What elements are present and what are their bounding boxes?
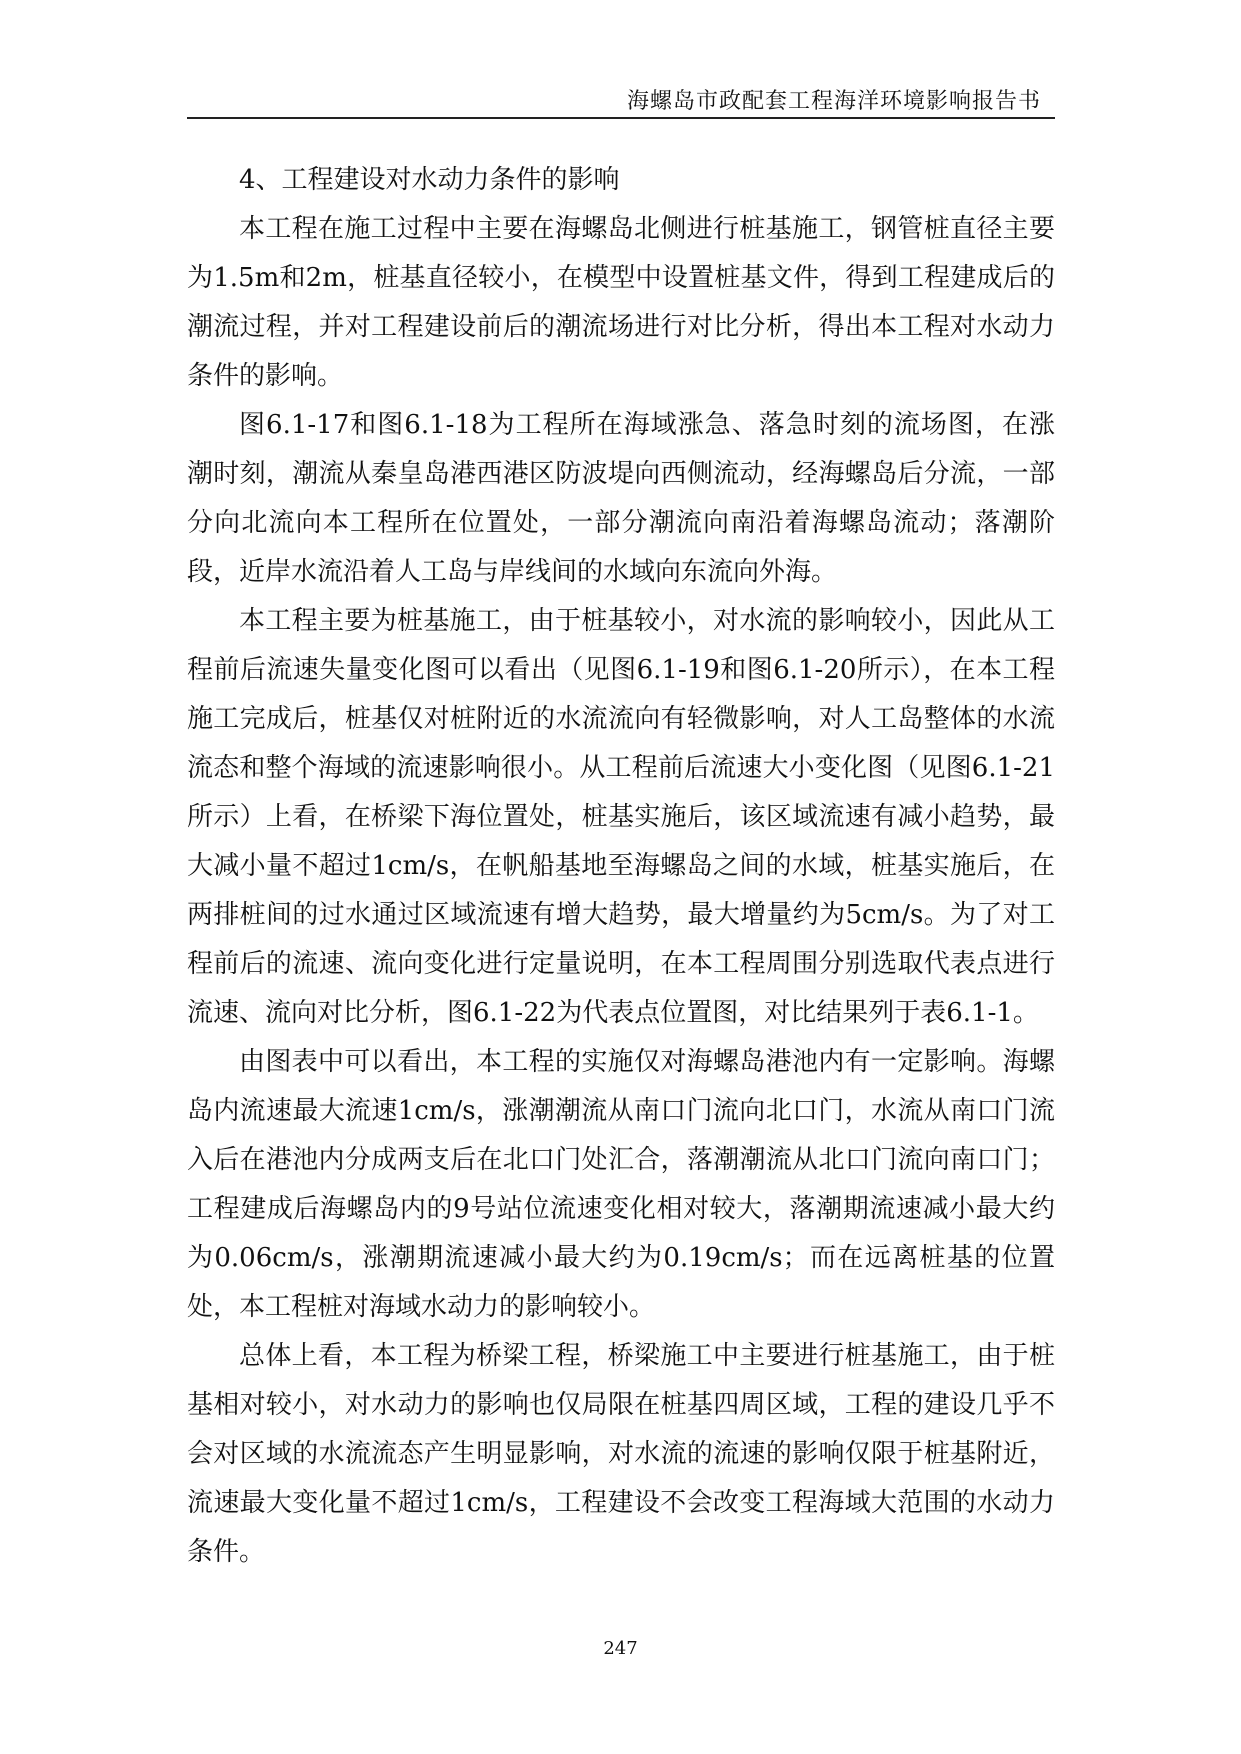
section-heading: 4、工程建设对水动力条件的影响 (239, 165, 620, 195)
page-number: 247 (603, 1638, 638, 1659)
document-body (187, 156, 1055, 1577)
body-paragraph: 总体上看，本工程为桥梁工程，桥梁施工中主要进行桩基施工，由于桩基相对较小，对水动力的影响也仅局限在桩基四周区域，工程的建设几乎不会对区域的水流流态产生明显影响，对水流的流速的影响仅限于桩基附近，流速最大变化量不超过1cm/s，工程建设不会改变工程海域大范围的水动力条件。 (187, 1341, 1055, 1567)
header-divider (187, 117, 1055, 119)
running-header-title: 海螺岛市政配套工程海洋环境影响报告书 (626, 89, 1041, 114)
body-paragraph: 图6.1-17和图6.1-18为工程所在海域涨急、落急时刻的流场图，在涨潮时刻，潮流从秦皇岛港西港区防波堤向西侧流动，经海螺岛后分流，一部分向北流向本工程所在位置处，一部分潮流向南沿着海螺岛流动；落潮阶段，近岸水流沿着人工岛与岸线间的水域向东流向外海。 (187, 410, 1055, 587)
body-paragraph: 由图表中可以看出，本工程的实施仅对海螺岛港池内有一定影响。海螺岛内流速最大流速1cm/s，涨潮潮流从南口门流向北口门，水流从南口门流入后在港池内分成两支后在北口门处汇合，落潮潮流从北口门流向南口门；工程建成后海螺岛内的9号站位流速变化相对较大，落潮期流速减小最大约为0.06cm/s，涨潮期流速减小最大约为0.19cm/s；而在远离桩基的位置处，本工程桩对海域水动力的影响较小。 (187, 1047, 1055, 1322)
body-paragraph: 本工程主要为桩基施工，由于桩基较小，对水流的影响较小，因此从工程前后流速失量变化图可以看出（见图6.1-19和图6.1-20所示），在本工程施工完成后，桩基仅对桩附近的水流流向有轻微影响，对人工岛整体的水流流态和整个海域的流速影响很小。从工程前后流速大小变化图（见图6.1-21所示）上看，在桥梁下海位置处，桩基实施后，该区域流速有减小趋势，最大减小量不超过1cm/s，在帆船基地至海螺岛之间的水域，桩基实施后，在两排桩间的过水通过区域流速有增大趋势，最大增量约为5cm/s。为了对工程前后的流速、流向变化进行定量说明，在本工程周围分别选取代表点进行流速、流向对比分析，图6.1-22为代表点位置图，对比结果列于表6.1-1。 (187, 606, 1055, 1028)
body-paragraph: 本工程在施工过程中主要在海螺岛北侧进行桩基施工，钢管桩直径主要为1.5m和2m，桩基直径较小，在模型中设置桩基文件，得到工程建成后的潮流过程，并对工程建设前后的潮流场进行对比分析，得出本工程对水动力条件的影响。 (187, 214, 1055, 391)
